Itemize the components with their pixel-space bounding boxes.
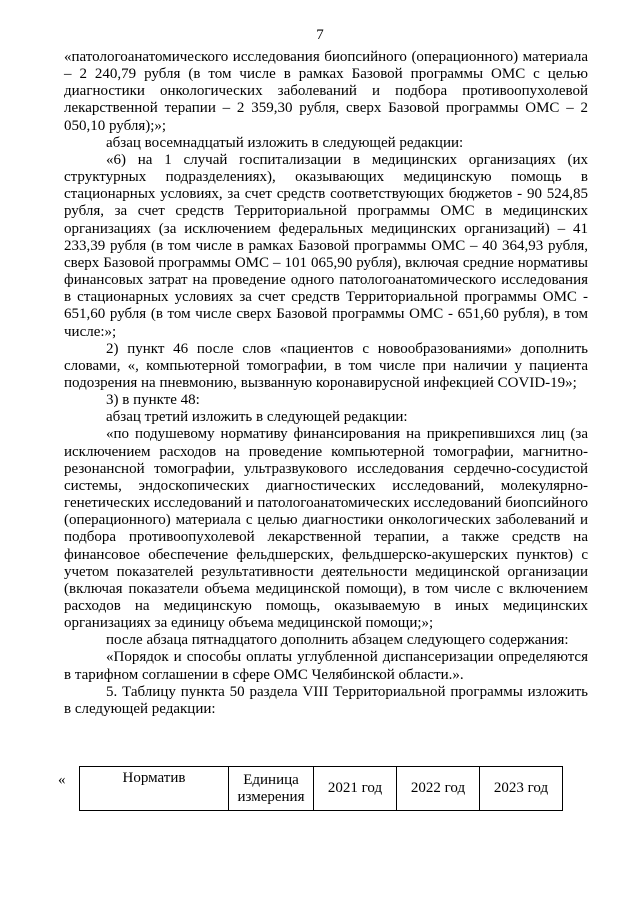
header-2021: 2021 год xyxy=(314,767,397,811)
header-2022: 2022 год xyxy=(397,767,480,811)
paragraph-item-2: 2) пункт 46 после слов «пациентов с новообразованиями» дополнить словами, «, компьютерной томографии, в том числе при наличии у пациента подозрения на пневмонию, вызванную коронавирусной инфекцией COVID-19»; xyxy=(64,340,588,391)
table-open-quote: « xyxy=(58,772,66,788)
norm-table xyxy=(79,766,563,811)
header-2023: 2023 год xyxy=(480,767,563,811)
paragraph-pathology-cost: «патологоанатомического исследования биопсийного (операционного) материала – 2 240,79 рубля (в том числе в рамках Базовой программы ОМС с целью диагностики онкологических заболеваний и подбора противоопухолевой лекарственной терапии – 2 359,30 рубля, сверх Базовой программы ОМС – 2 050,10 рубля);»; xyxy=(64,49,588,134)
document-body xyxy=(64,49,588,718)
header-unit: Единица измерения xyxy=(229,767,314,811)
paragraph-item-5: 5. Таблицу пункта 50 раздела VIII Территориальной программы изложить в следующей редакции: xyxy=(64,683,588,717)
paragraph-instruction-15: после абзаца пятнадцатого дополнить абзацем следующего содержания: xyxy=(106,632,569,649)
paragraph-per-capita: «по подушевому нормативу финансирования на прикрепившихся лиц (за исключением расходов на проведение компьютерной томографии, магнитно-резонансной томографии, ультразвукового исследования сердечно-сосудистой системы, эндоскопических диагностических исследований, молекулярно-генетических исследований и патологоанатомических исследований биопсийного (операционного) материала с целью диагностики онкологических заболеваний и подбора противоопухолевой лекарственной терапии, а также средств на финансовое обеспечение фельдшерских, фельдшерско-акушерских пунктов) с учетом показателей результативности деятельности медицинской организации (включая показатели объема медицинской помощи), в том числе с включением расходов на медицинскую помощь, оказываемую в иных медицинских организациях за единицу объема медицинской помощи;»; xyxy=(64,426,588,632)
paragraph-instruction-18: абзац восемнадцатый изложить в следующей редакции: xyxy=(106,134,464,151)
table-header-row xyxy=(80,767,563,811)
paragraph-hospitalization: «6) на 1 случай госпитализации в медицинских организациях (их структурных подразделениях), оказывающих медицинскую помощь в стационарных условиях, за счет средств соответствующих бюджетов - 90 524,85 рубля, за счет средств Территориальной программы ОМС в медицинских организациях (за исключением федеральных медицинских организаций) – 41 233,39 рубля (в том числе в рамках Базовой программы ОМС – 40 364,93 рубля, сверх Базовой программы ОМС – 101 065,90 рубля), включая средние нормативы финансовых затрат на проведение одного патологоанатомического исследования в стационарных условиях за счет средств Территориальной программы ОМС - 651,60 рубля (в том числе сверх Базовой программы ОМС - 651,60 рубля), в том числе:»; xyxy=(64,151,588,340)
paragraph-instruction-3: абзац третий изложить в следующей редакции: xyxy=(106,409,408,426)
header-norm: Норматив xyxy=(80,767,229,811)
page-number: 7 xyxy=(316,27,324,43)
paragraph-dispensary: «Порядок и способы оплаты углубленной диспансеризации определяются в тарифном соглашении в сфере ОМС Челябинской области.». xyxy=(64,649,588,683)
paragraph-item-3: 3) в пункте 48: xyxy=(106,392,200,409)
